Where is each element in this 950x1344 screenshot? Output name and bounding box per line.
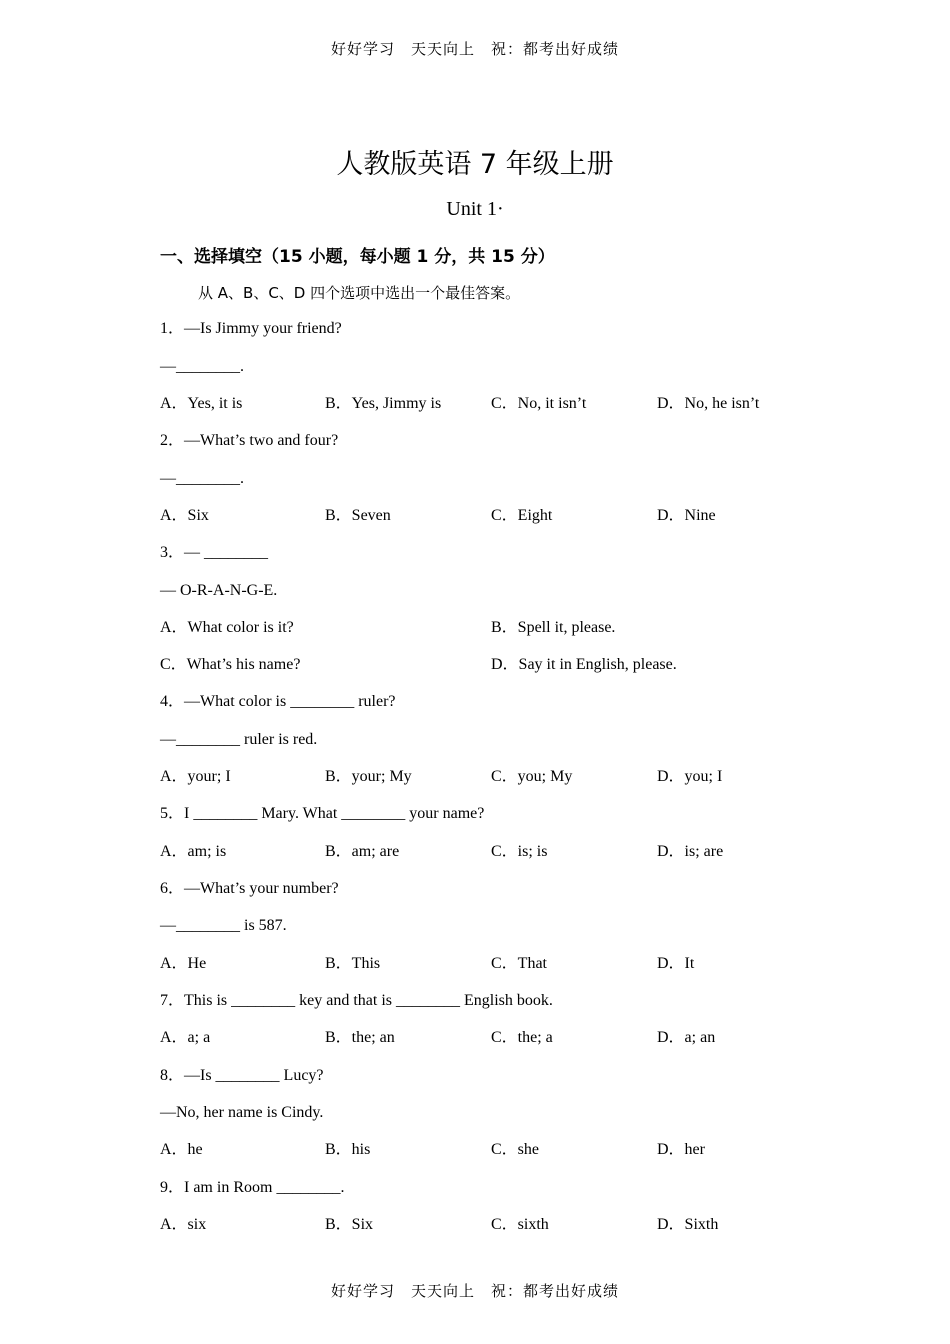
- question-2-option-c: C．Eight: [491, 507, 553, 524]
- question-3-option-a: A．What color is it?: [160, 619, 294, 636]
- question-7-option-a: A．a; a: [160, 1029, 211, 1046]
- question-6-option-a: A．He: [160, 955, 207, 972]
- question-5-option-d: D．is; are: [657, 843, 724, 860]
- document-title: 人教版英语 7 年级上册: [336, 149, 614, 180]
- question-5-option-b: B．am; are: [325, 843, 400, 860]
- question-8-stem: 8．—Is ________ Lucy?: [160, 1067, 324, 1084]
- question-3-option-d: D．Say it in English, please.: [491, 656, 677, 673]
- question-6-option-c: C．That: [491, 955, 547, 972]
- question-5-option-a: A．am; is: [160, 843, 227, 860]
- question-5-option-c: C．is; is: [491, 843, 548, 860]
- question-9-stem: 9．I am in Room ________.: [160, 1179, 345, 1196]
- question-7-option-c: C．the; a: [491, 1029, 553, 1046]
- question-8-option-d: D．her: [657, 1141, 705, 1158]
- question-7-option-b: B．the; an: [325, 1029, 395, 1046]
- question-6-stem: 6．—What’s your number?: [160, 880, 339, 897]
- question-4-option-d: D．you; I: [657, 768, 723, 785]
- question-9-option-d: D．Sixth: [657, 1216, 719, 1233]
- question-4-answer-line: —________ ruler is red.: [160, 731, 318, 748]
- question-1-option-b: B．Yes, Jimmy is: [325, 395, 442, 412]
- question-2-stem: 2．—What’s two and four?: [160, 432, 339, 449]
- question-6-answer-line: —________ is 587.: [160, 917, 287, 934]
- question-9-option-b: B．Six: [325, 1216, 374, 1233]
- question-6-option-d: D．It: [657, 955, 695, 972]
- page-header: 好好学习 天天向上 祝：都考出好成绩: [330, 40, 619, 58]
- question-9-option-c: C．sixth: [491, 1216, 549, 1233]
- question-3-option-c: C．What’s his name?: [160, 656, 301, 673]
- section-heading: 一、选择填空（15 小题，每小题 1 分，共 15 分）: [160, 247, 555, 267]
- question-6-option-b: B．This: [325, 955, 381, 972]
- question-2-answer-line: —________.: [160, 470, 244, 487]
- question-1-option-d: D．No, he isn’t: [657, 395, 760, 412]
- question-2-option-a: A．Six: [160, 507, 209, 524]
- question-5-stem: 5．I ________ Mary. What ________ your name?: [160, 805, 485, 822]
- question-3-answer-line: — O-R-A-N-G-E.: [160, 582, 278, 599]
- question-2-option-b: B．Seven: [325, 507, 391, 524]
- question-4-option-c: C．you; My: [491, 768, 573, 785]
- question-8-option-c: C．she: [491, 1141, 540, 1158]
- question-1-stem: 1．—Is Jimmy your friend?: [160, 320, 342, 337]
- question-1-option-c: C．No, it isn’t: [491, 395, 587, 412]
- question-3-stem: 3．— ________: [160, 544, 269, 561]
- question-7-option-d: D．a; an: [657, 1029, 716, 1046]
- question-9-option-a: A．six: [160, 1216, 207, 1233]
- question-4-option-a: A．your; I: [160, 768, 231, 785]
- question-8-answer-line: —No, her name is Cindy.: [160, 1104, 324, 1121]
- page-footer: 好好学习 天天向上 祝：都考出好成绩: [330, 1282, 619, 1300]
- document-subtitle: Unit 1·: [446, 198, 504, 220]
- section-instruction: 从 A、B、C、D 四个选项中选出一个最佳答案。: [198, 284, 521, 302]
- question-1-answer-line: —________.: [160, 358, 244, 375]
- question-4-stem: 4．—What color is ________ ruler?: [160, 693, 396, 710]
- question-8-option-b: B．his: [325, 1141, 371, 1158]
- question-7-stem: 7．This is ________ key and that is ________ English book.: [160, 992, 553, 1009]
- question-4-option-b: B．your; My: [325, 768, 412, 785]
- question-8-option-a: A．he: [160, 1141, 203, 1158]
- question-1-option-a: A．Yes, it is: [160, 395, 243, 412]
- question-3-option-b: B．Spell it, please.: [491, 619, 616, 636]
- question-2-option-d: D．Nine: [657, 507, 716, 524]
